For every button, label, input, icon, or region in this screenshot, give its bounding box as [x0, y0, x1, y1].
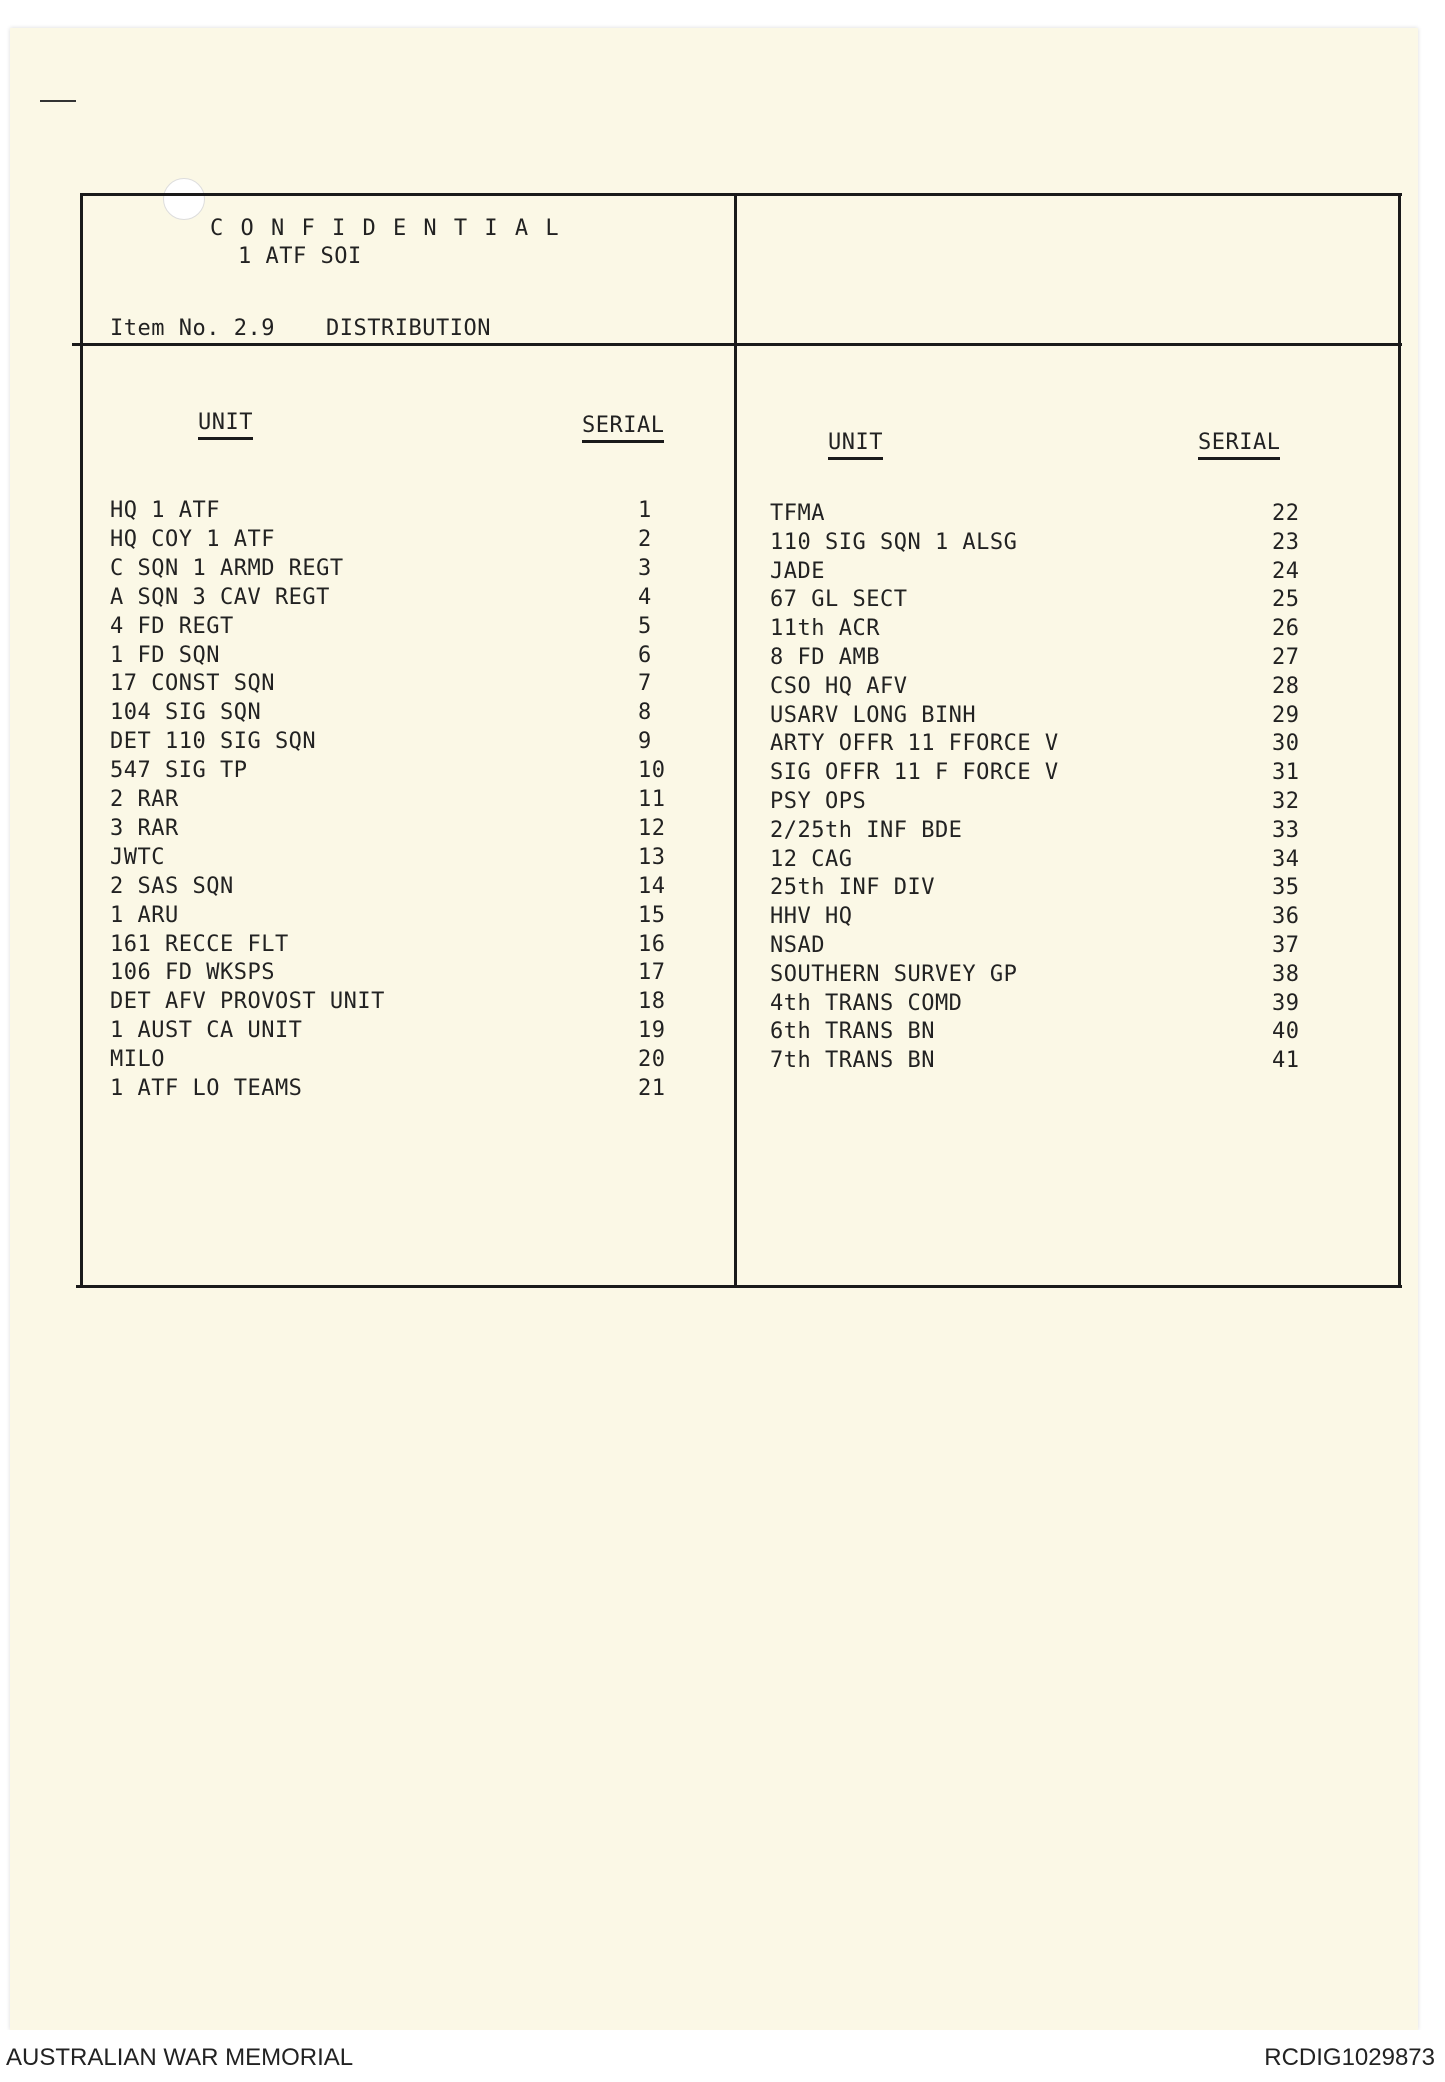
list-item-unit: 1 FD SQN: [110, 642, 220, 668]
list-item-serial: 14: [638, 873, 666, 899]
list-item-serial: 10: [638, 758, 666, 784]
list-item-serial: 7: [638, 671, 652, 697]
list-item-serial: 28: [1272, 673, 1300, 699]
list-item-unit: CSO HQ AFV: [770, 673, 908, 699]
list-item-serial: 32: [1272, 789, 1300, 814]
list-item-serial: 11: [638, 787, 666, 812]
archive-id: RCDIG1029873: [1264, 2044, 1435, 2071]
list-item-serial: 23: [1272, 529, 1300, 555]
archive-name: AUSTRALIAN WAR MEMORIAL: [6, 2044, 354, 2071]
table-left-border: [80, 193, 83, 1288]
list-item-unit: JWTC: [110, 844, 165, 870]
list-item-serial: 36: [1272, 904, 1300, 930]
list-item-unit: 12 CAG: [770, 846, 853, 872]
list-item-unit: 1 AUST CA UNIT: [110, 1018, 303, 1044]
list-item-unit: SOUTHERN SURVEY GP: [770, 961, 1018, 987]
list-item-unit: 106 FD WKSPS: [110, 960, 275, 986]
list-item-unit: 547 SIG TP: [110, 758, 248, 784]
list-item-unit: 2 RAR: [110, 787, 179, 812]
list-item-unit: TFMA: [770, 501, 825, 526]
list-item-unit: C SQN 1 ARMD REGT: [110, 555, 344, 581]
list-item-unit: HHV HQ: [770, 904, 853, 930]
list-item-serial: 1: [638, 498, 652, 523]
list-item-unit: 3 RAR: [110, 815, 179, 841]
list-item-serial: 37: [1272, 933, 1300, 958]
list-item-serial: 15: [638, 902, 666, 928]
list-item-unit: 2/25th INF BDE: [770, 817, 963, 843]
list-item-unit: NSAD: [770, 933, 825, 958]
punch-hole: [163, 178, 205, 220]
list-item-serial: 33: [1272, 817, 1300, 843]
list-item-unit: DET 110 SIG SQN: [110, 729, 317, 755]
table-top-border: [80, 193, 1402, 196]
left-serial-header: SERIAL: [582, 413, 664, 443]
list-item-serial: 29: [1272, 702, 1300, 728]
list-item-unit: 1 ATF LO TEAMS: [110, 1076, 303, 1101]
list-item-unit: 7th TRANS BN: [770, 1048, 935, 1074]
list-item-unit: DET AFV PROVOST UNIT: [110, 989, 385, 1015]
table-center-divider: [734, 193, 737, 1288]
list-item-serial: 39: [1272, 990, 1300, 1016]
list-item-serial: 2: [638, 526, 652, 552]
archive-footer: [0, 2030, 1445, 2082]
list-item-unit: 8 FD AMB: [770, 645, 880, 670]
list-item-unit: 4th TRANS COMD: [770, 990, 963, 1016]
list-item-serial: 20: [638, 1047, 666, 1073]
list-item-unit: ARTY OFFR 11 FFORCE V: [770, 731, 1059, 757]
document-subtitle: 1 ATF SOI: [238, 244, 362, 269]
list-item-unit: 104 SIG SQN: [110, 700, 262, 726]
list-item-serial: 4: [638, 584, 652, 610]
distribution-label: DISTRIBUTION: [326, 316, 491, 341]
list-item-unit: 25th INF DIV: [770, 875, 935, 901]
list-item-unit: JADE: [770, 558, 825, 584]
pen-mark: [40, 100, 76, 102]
list-item-serial: 35: [1272, 875, 1300, 901]
list-item-serial: 3: [638, 555, 652, 581]
list-item-unit: 110 SIG SQN 1 ALSG: [770, 529, 1018, 555]
item-number: Item No. 2.9: [110, 316, 275, 341]
list-item-serial: 5: [638, 613, 652, 639]
list-item-unit: 11th ACR: [770, 616, 880, 642]
right-unit-header: UNIT: [828, 430, 883, 460]
list-item-serial: 21: [638, 1076, 666, 1101]
list-item-serial: 22: [1272, 501, 1300, 526]
list-item-unit: A SQN 3 CAV REGT: [110, 584, 330, 610]
list-item-unit: 17 CONST SQN: [110, 671, 275, 697]
list-item-unit: 2 SAS SQN: [110, 873, 234, 899]
list-item-serial: 16: [638, 931, 666, 957]
list-item-serial: 38: [1272, 961, 1300, 987]
list-item-unit: MILO: [110, 1047, 165, 1073]
header-separator: [72, 343, 1402, 346]
list-item-serial: 30: [1272, 731, 1300, 757]
list-item-unit: 6th TRANS BN: [770, 1019, 935, 1045]
list-item-serial: 12: [638, 815, 666, 841]
table-right-border: [1398, 193, 1401, 1288]
list-item-unit: PSY OPS: [770, 789, 867, 814]
list-item-serial: 41: [1272, 1048, 1300, 1074]
list-item-unit: SIG OFFR 11 F FORCE V: [770, 760, 1059, 786]
left-unit-header: UNIT: [198, 410, 253, 440]
list-item-serial: 9: [638, 729, 652, 755]
list-item-unit: 67 GL SECT: [770, 587, 908, 613]
list-item-serial: 27: [1272, 645, 1300, 670]
list-item-serial: 24: [1272, 558, 1300, 584]
list-item-serial: 17: [638, 960, 666, 986]
list-item-unit: USARV LONG BINH: [770, 702, 977, 728]
classification-label: C O N F I D E N T I A L: [210, 216, 561, 241]
list-item-serial: 19: [638, 1018, 666, 1044]
list-item-serial: 6: [638, 642, 652, 668]
table-bottom-border: [76, 1285, 1402, 1288]
list-item-serial: 8: [638, 700, 652, 726]
list-item-serial: 26: [1272, 616, 1300, 642]
list-item-serial: 34: [1272, 846, 1300, 872]
document-page: [10, 28, 1418, 2030]
list-item-unit: HQ 1 ATF: [110, 498, 220, 523]
list-item-unit: 4 FD REGT: [110, 613, 234, 639]
right-serial-header: SERIAL: [1198, 430, 1280, 460]
list-item-unit: 1 ARU: [110, 902, 179, 928]
list-item-serial: 31: [1272, 760, 1300, 786]
list-item-serial: 13: [638, 844, 666, 870]
list-item-serial: 40: [1272, 1019, 1300, 1045]
list-item-serial: 18: [638, 989, 666, 1015]
list-item-serial: 25: [1272, 587, 1300, 613]
list-item-unit: 161 RECCE FLT: [110, 931, 289, 957]
list-item-unit: HQ COY 1 ATF: [110, 526, 275, 552]
